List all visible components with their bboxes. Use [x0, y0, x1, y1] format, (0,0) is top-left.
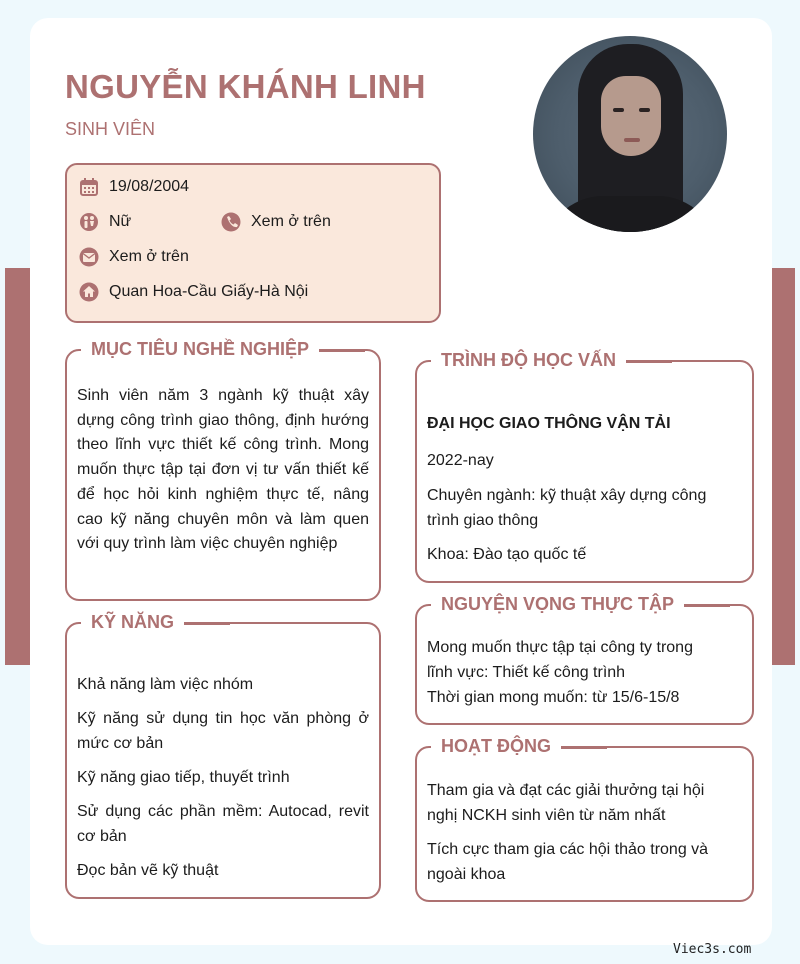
- activities-title: HOẠT ĐỘNG: [431, 736, 561, 757]
- activity-item: Tích cực tham gia các hội thảo trong và ngoài khoa: [427, 841, 709, 883]
- skills-section: [65, 612, 381, 899]
- gender-icon: [79, 212, 99, 232]
- objective-section: [65, 339, 381, 601]
- calendar-icon: [79, 177, 99, 197]
- skill-item: Kỹ năng sử dụng tin học văn phòng ở mức cơ bản: [77, 710, 369, 752]
- education-title: TRÌNH ĐỘ HỌC VẤN: [431, 350, 626, 371]
- contact-info-box: [65, 163, 441, 323]
- decorative-band-right: [772, 268, 795, 665]
- skills-title: KỸ NĂNG: [81, 612, 184, 633]
- phone-row: [221, 212, 331, 232]
- internship-wish: Mong muốn thực tập tại công ty trong lĩnh vực: Thiết kế công trình: [427, 639, 693, 681]
- avatar: [533, 36, 727, 232]
- faculty: Khoa: Đào tạo quốc tế: [427, 546, 587, 563]
- education-section: [415, 350, 754, 583]
- birthday-row: [79, 177, 189, 197]
- skill-item: Kỹ năng giao tiếp, thuyết trình: [77, 769, 290, 786]
- internship-time: Thời gian mong muốn: từ 15/6-15/8: [427, 689, 680, 706]
- objective-content: Sinh viên năm 3 ngành kỹ thuật xây dựng công trình giao thông, định hướng theo lĩnh vực thiết kế công trình. Mong muốn thực tập tại đơn vị tư vấn thiết kế để học hỏi kinh nghiệm thực tế, nâng cao kỹ năng chuyên môn và làm quen với quy trình làm việc chuyên nghiệp: [77, 387, 369, 553]
- activity-item: Tham gia và đạt các giải thưởng tại hội nghị NCKH sinh viên từ năm nhất: [427, 782, 705, 824]
- activities-section: [415, 736, 754, 902]
- candidate-title: SINH VIÊN: [65, 119, 156, 139]
- objective-title: MỤC TIÊU NGHỀ NGHIỆP: [81, 339, 319, 360]
- skill-item: Đọc bản vẽ kỹ thuật: [77, 862, 219, 879]
- major: Chuyên ngành: kỹ thuật xây dựng công trình giao thông: [427, 487, 707, 529]
- home-icon: [79, 282, 99, 302]
- gender-value: Nữ: [109, 213, 132, 230]
- envelope-icon: [79, 247, 99, 267]
- email-value: Xem ở trên: [109, 248, 189, 265]
- candidate-name: NGUYỄN KHÁNH LINH: [65, 68, 426, 105]
- phone-icon: [221, 212, 241, 232]
- decorative-band-left: [5, 268, 31, 665]
- skill-item: Khả năng làm việc nhóm: [77, 676, 254, 693]
- gender-row: [79, 212, 131, 232]
- address-row: [79, 282, 308, 302]
- birthday-value: 19/08/2004: [109, 178, 190, 195]
- school-name: ĐẠI HỌC GIAO THÔNG VẬN TẢI: [427, 415, 671, 432]
- email-row: [79, 247, 189, 267]
- study-period: 2022-nay: [427, 452, 494, 469]
- phone-value: Xem ở trên: [251, 213, 331, 230]
- skill-item: Sử dụng các phần mềm: Autocad, revit cơ bản: [77, 803, 369, 845]
- internship-section: [415, 594, 754, 725]
- address-value: Quan Hoa-Cầu Giấy-Hà Nội: [109, 283, 309, 300]
- internship-title: NGUYỆN VỌNG THỰC TẬP: [431, 594, 684, 615]
- watermark: Viec3s.com: [673, 942, 752, 957]
